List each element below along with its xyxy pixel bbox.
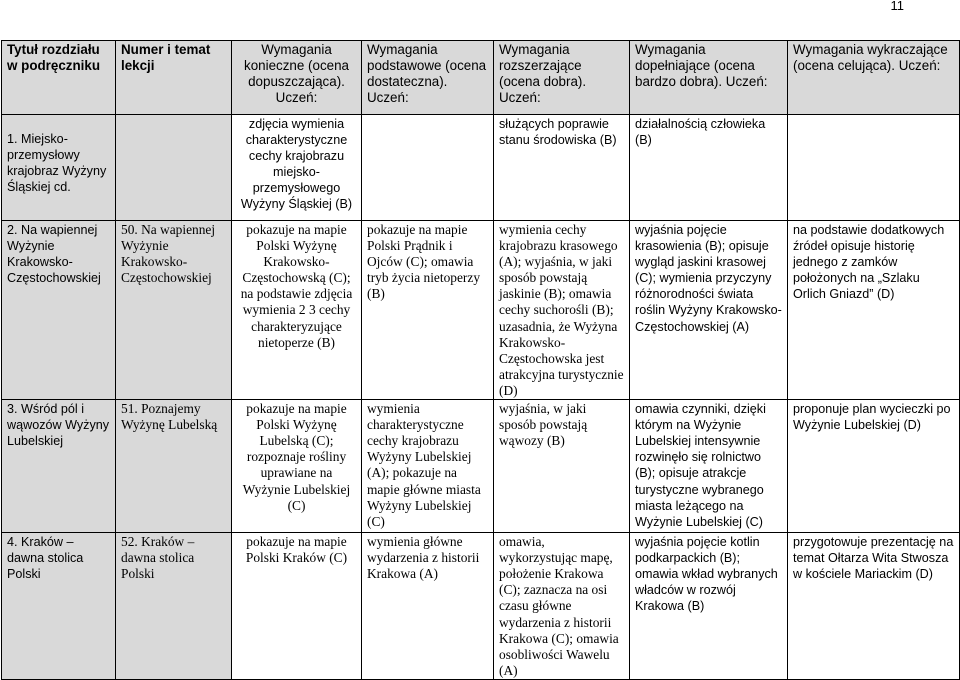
req-podstawowe-cell [362,115,494,221]
chapter-cell: 2. Na wapiennej Wyżynie Krakowsko-Częstochowskiej [2,221,116,400]
req-wykraczajace-cell: proponuje plan wycieczki po Wyżynie Lubelskiej (D) [788,400,960,533]
chapter-cell: 3. Wśród pól i wąwozów Wyżyny Lubelskiej [2,400,116,533]
req-rozszerzajace-cell: wyjaśnia, w jaki sposób powstają wąwozy (B) [494,400,630,533]
header-lesson: Numer i temat lekcji [116,41,232,115]
lesson-cell [116,115,232,221]
lesson-cell: 52. Kraków – dawna stolica Polski [116,533,232,680]
chapter-title: 1. Miejsko-przemysłowy krajobraz Wyżyny Śląskiej cd. [7,132,107,195]
req-wykraczajace-cell: na podstawie dodatkowych źródeł opisuje historię jednego z zamków położonych na „Szlaku Orlich Gniazd” (D) [788,221,960,400]
header-row [2,41,960,115]
req-dopelniajace-cell: wyjaśnia pojęcie krasowienia (B); opisuje wygląd jaskini krasowej (C); wymienia przyczyny różnorodności świata roślin Wyżyny Krakowsko-Częstochowskiej (A) [630,221,788,400]
req-wykraczajace-cell: przygotowuje prezentację na temat Ołtarza Wita Stwosza w kościele Mariackim (D) [788,533,960,680]
table-row [2,115,960,221]
req-rozszerzajace-cell: służących poprawie stanu środowiska (B) [494,115,630,221]
req-wykraczajace-cell [788,115,960,221]
req-dopelniajace-cell: wyjaśnia pojęcie kotlin podkarpackich (B); omawia wkład wybranych władców w rozwój Krakowa (B) [630,533,788,680]
req-rozszerzajace-cell: omawia, wykorzystując mapę, położenie Krakowa (C); zaznacza na osi czasu główne wydarzenia z historii Krakowa (C); omawia osobliwości Wawelu (A) [494,533,630,680]
req-dopelniajace-cell: omawia czynniki, dzięki którym na Wyżynie Lubelskiej intensywnie rozwinęło się rolnictwo (B); opisuje atrakcje turystyczne wybranego miasta leżącego na Wyżynie Lubelskiej (C) [630,400,788,533]
req-konieczne-cell: zdjęcia wymienia charakterystyczne cechy krajobrazu miejsko-przemysłowego Wyżyny Śląskiej (B) [232,115,362,221]
lesson-cell: 50. Na wapiennej Wyżynie Krakowsko-Częstochowskiej [116,221,232,400]
req-podstawowe-cell: wymienia charakterystyczne cechy krajobrazu Wyżyny Lubelskiej (A); pokazuje na mapie główne miasta Wyżyny Lubelskiej (C) [362,400,494,533]
req-konieczne-cell: pokazuje na mapie Polski Wyżynę Krakowsko-Częstochowską (C); na podstawie zdjęcia wymienia 2 3 cechy charakteryzujące nietoperze (B) [232,221,362,400]
table-row [2,221,960,400]
lesson-cell: 51. Poznajemy Wyżynę Lubelską [116,400,232,533]
header-konieczne: Wymagania konieczne (ocena dopuszczająca). Uczeń: [232,41,362,115]
req-podstawowe-cell: pokazuje na mapie Polski Prądnik i Ojców (C); omawia tryb życia nietoperzy (B) [362,221,494,400]
req-rozszerzajace-cell: wymienia cechy krajobrazu krasowego (A); wyjaśnia, w jaki sposób powstają jaskinie (B); omawia cechy suchorośli (B); uzasadnia, że Wyżyna Krakowsko-Częstochowska jest atrakcyjna turystycznie (D) [494,221,630,400]
header-rozszerzajace: Wymagania rozszerzające (ocena dobra). Uczeń: [494,41,630,115]
chapter-cell [2,115,116,221]
header-podstawowe: Wymagania podstawowe (ocena dostateczna). Uczeń: [362,41,494,115]
header-wykraczajace: Wymagania wykraczające (ocena celująca). Uczeń: [788,41,960,115]
req-konieczne-cell: pokazuje na mapie Polski Kraków (C) [232,533,362,680]
header-chapter: Tytuł rozdziału w podręczniku [2,41,116,115]
header-dopelniajace: Wymagania dopełniające (ocena bardzo dobra). Uczeń: [630,41,788,115]
chapter-cell: 4. Kraków – dawna stolica Polski [2,533,116,680]
req-podstawowe-cell: wymienia główne wydarzenia z historii Krakowa (A) [362,533,494,680]
table-row [2,533,960,680]
table-row [2,400,960,533]
req-konieczne-cell: pokazuje na mapie Polski Wyżynę Lubelską (C); rozpoznaje rośliny uprawiane na Wyżynie Lubelskiej (C) [232,400,362,533]
req-dopelniajace-cell: działalnością człowieka (B) [630,115,788,221]
page-number: 11 [890,0,904,13]
requirements-table [1,40,960,680]
